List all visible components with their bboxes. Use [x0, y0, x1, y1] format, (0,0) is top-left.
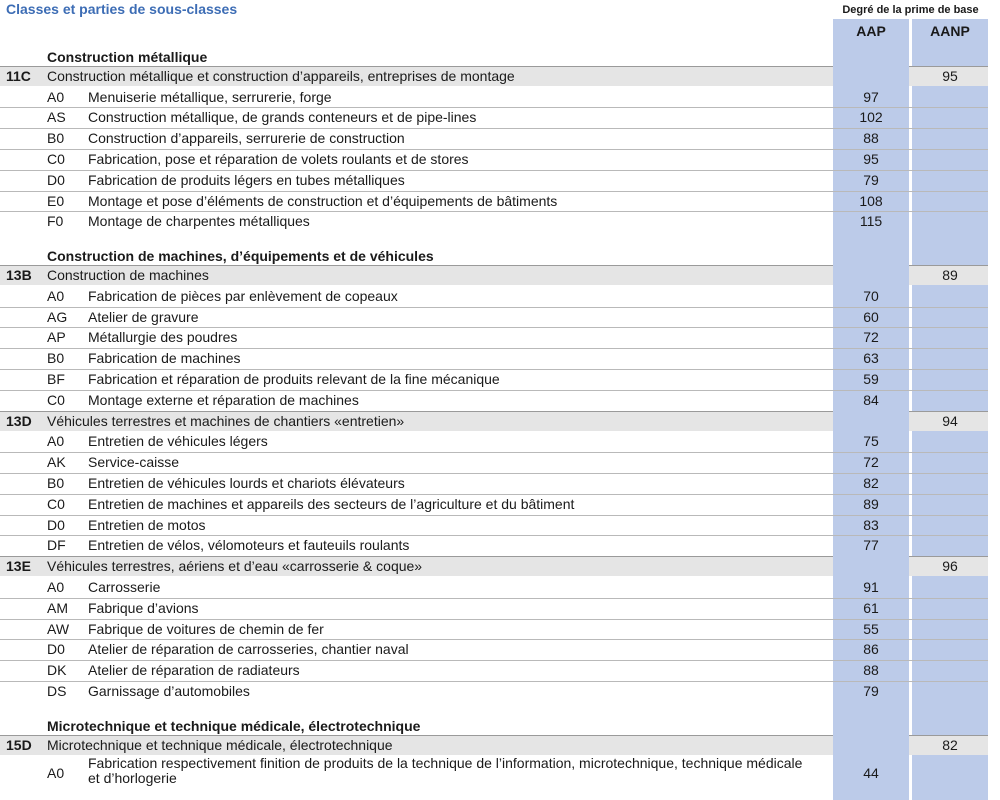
- subclass-code: E0: [47, 192, 65, 209]
- row-divider: [0, 327, 988, 328]
- subclass-code: F0: [47, 213, 64, 230]
- row-divider: [0, 619, 988, 620]
- class-aanp-value: 96: [942, 558, 958, 575]
- aap-value: 61: [863, 599, 879, 616]
- class-code: 15D: [6, 736, 32, 753]
- class-row: [0, 411, 1000, 432]
- class-label: Microtechnique et technique médicale, électrotechnique: [47, 736, 393, 753]
- section-heading: Construction de machines, d’équipements et de véhicules: [47, 248, 434, 265]
- class-code: 13D: [6, 412, 32, 429]
- subclass-code: C0: [47, 391, 65, 408]
- row-divider: [0, 681, 988, 682]
- aap-value: 89: [863, 495, 879, 512]
- row-divider: [0, 639, 988, 640]
- table-row: [0, 494, 1000, 515]
- class-row: [0, 66, 1000, 87]
- subclass-label: Construction d’appareils, serrurerie de construction: [88, 130, 405, 147]
- subclass-label: Atelier de réparation de radiateurs: [88, 662, 300, 679]
- row-divider: [0, 473, 988, 474]
- aap-column-header: AAP: [856, 23, 886, 39]
- subclass-code: D0: [47, 171, 65, 188]
- table-row: [0, 191, 1000, 212]
- table-row: [0, 681, 1000, 702]
- aanp-column-header: AANP: [930, 23, 970, 39]
- subclass-code: A0: [47, 765, 65, 782]
- subclass-code: C0: [47, 495, 65, 512]
- table-row: [0, 128, 1000, 149]
- row-divider: [0, 535, 988, 536]
- class-label: Véhicules terrestres, aériens et d’eau «carrosserie & coque»: [47, 558, 423, 575]
- class-aanp-value: 95: [942, 67, 958, 84]
- section-heading-row: [0, 244, 1000, 265]
- subclass-code: AK: [47, 454, 66, 471]
- class-code: 13B: [6, 266, 32, 283]
- table-row: [0, 755, 1000, 791]
- row-divider: [0, 452, 988, 453]
- aap-value: 72: [863, 454, 879, 471]
- subclass-label: Fabrique de voitures de chemin de fer: [88, 620, 324, 637]
- subclass-label: Entretien de machines et appareils des secteurs de l’agriculture et du bâtiment: [88, 495, 575, 512]
- section-heading-row: [0, 45, 1000, 66]
- subclass-label: Montage externe et réparation de machines: [88, 391, 359, 408]
- row-divider: [0, 107, 988, 108]
- section-spacer: [0, 702, 1000, 714]
- subclass-code: A0: [47, 287, 65, 304]
- table-header: [0, 0, 1000, 45]
- aap-value: 91: [863, 578, 879, 595]
- aap-value: 82: [863, 474, 879, 491]
- row-divider: [0, 494, 988, 495]
- subclass-code: B0: [47, 350, 65, 367]
- section-spacer: [0, 232, 1000, 244]
- table-row: [0, 535, 1000, 556]
- subclass-label: Garnissage d’automobiles: [88, 682, 250, 699]
- row-divider: [0, 307, 988, 308]
- table-row: [0, 639, 1000, 660]
- aap-value: 60: [863, 308, 879, 325]
- table-row: [0, 107, 1000, 128]
- row-divider: [0, 660, 988, 661]
- row-divider: [0, 170, 988, 171]
- subclass-code: AW: [47, 620, 70, 637]
- aap-value: 75: [863, 433, 879, 450]
- aap-value: 83: [863, 516, 879, 533]
- aap-value: 77: [863, 537, 879, 554]
- table-row: [0, 170, 1000, 191]
- subclass-label: Carrosserie: [88, 578, 161, 595]
- aap-value: 95: [863, 150, 879, 167]
- row-divider: [0, 515, 988, 516]
- class-label: Construction de machines: [47, 266, 209, 283]
- aap-value: 70: [863, 287, 879, 304]
- aap-value: 59: [863, 370, 879, 387]
- subclass-code: A0: [47, 578, 65, 595]
- row-divider: [0, 191, 988, 192]
- class-row: [0, 735, 1000, 756]
- aap-value: 44: [863, 765, 879, 782]
- table-row: [0, 369, 1000, 390]
- table-row: [0, 473, 1000, 494]
- subclass-label: Fabrication de machines: [88, 350, 241, 367]
- aap-value: 115: [859, 213, 883, 230]
- class-aanp-value: 89: [942, 266, 958, 283]
- subclass-label: Fabrication respectivement finition de produits de la technique de l’information, microtechnique, technique médicale et d’horlogerie: [88, 755, 803, 787]
- aap-value: 97: [863, 88, 879, 105]
- table-row: [0, 211, 1000, 232]
- row-divider: [0, 598, 988, 599]
- subclass-code: D0: [47, 641, 65, 658]
- page-title: Classes et parties de sous-classes: [6, 1, 238, 17]
- table-row: [0, 619, 1000, 640]
- subclass-label: Montage et pose d’éléments de construction et d’équipements de bâtiments: [88, 192, 558, 209]
- aap-value: 72: [863, 329, 879, 346]
- aap-value: 88: [863, 662, 879, 679]
- class-code: 13E: [6, 558, 31, 575]
- class-label: Véhicules terrestres et machines de chantiers «entretien»: [47, 412, 405, 429]
- subclass-label: Montage de charpentes métalliques: [88, 213, 310, 230]
- subclass-code: BF: [47, 370, 65, 387]
- subclass-code: AG: [47, 308, 68, 325]
- subclass-code: DS: [47, 682, 67, 699]
- subclass-label: Atelier de réparation de carrosseries, chantier naval: [88, 641, 409, 658]
- table-row: [0, 348, 1000, 369]
- subclass-label: Menuiserie métallique, serrurerie, forge: [88, 88, 332, 105]
- class-aanp-value: 82: [942, 736, 958, 753]
- table-row: [0, 327, 1000, 348]
- table-row: [0, 431, 1000, 452]
- subclass-code: AP: [47, 329, 66, 346]
- row-divider: [0, 149, 988, 150]
- table-row: [0, 598, 1000, 619]
- subclass-code: B0: [47, 474, 65, 491]
- subclass-label: Entretien de motos: [88, 516, 206, 533]
- row-divider: [0, 348, 988, 349]
- aap-value: 79: [863, 171, 879, 188]
- subclass-code: DK: [47, 662, 67, 679]
- aap-value: 55: [863, 620, 879, 637]
- subclass-code: AS: [47, 109, 66, 126]
- subclass-code: B0: [47, 130, 65, 147]
- aap-value: 88: [863, 130, 879, 147]
- degre-prime-heading: Degré de la prime de base: [842, 4, 979, 16]
- aap-value: 63: [863, 350, 879, 367]
- subclass-label: Fabrique d’avions: [88, 599, 199, 616]
- table-row: [0, 660, 1000, 681]
- subclass-label: Métallurgie des poudres: [88, 329, 238, 346]
- classes-table: [0, 45, 1000, 791]
- subclass-label: Atelier de gravure: [88, 308, 199, 325]
- subclass-code: C0: [47, 150, 65, 167]
- aap-value: 86: [863, 641, 879, 658]
- subclass-label: Construction métallique, de grands conteneurs et de pipe-lines: [88, 109, 477, 126]
- table-row: [0, 390, 1000, 411]
- subclass-code: AM: [47, 599, 68, 616]
- row-divider: [0, 390, 988, 391]
- section-heading-row: [0, 714, 1000, 735]
- subclass-label: Fabrication de pièces par enlèvement de copeaux: [88, 287, 398, 304]
- table-row: [0, 149, 1000, 170]
- section-heading: Construction métallique: [47, 49, 208, 65]
- subclass-label: Fabrication de produits légers en tubes métalliques: [88, 171, 405, 188]
- class-row: [0, 265, 1000, 286]
- table-row: [0, 87, 1000, 108]
- aap-value: 108: [859, 192, 883, 209]
- subclass-code: DF: [47, 537, 66, 554]
- section-heading: Microtechnique et technique médicale, électrotechnique: [47, 717, 421, 734]
- table-row: [0, 515, 1000, 536]
- subclass-label: Fabrication et réparation de produits relevant de la fine mécanique: [88, 370, 500, 387]
- aap-value: 102: [859, 109, 883, 126]
- row-divider: [0, 211, 988, 212]
- aap-value: 84: [863, 391, 879, 408]
- table-row: [0, 286, 1000, 307]
- subclass-code: D0: [47, 516, 65, 533]
- class-row: [0, 556, 1000, 577]
- subclass-code: A0: [47, 433, 65, 450]
- table-row: [0, 307, 1000, 328]
- subclass-label: Entretien de vélos, vélomoteurs et fauteuils roulants: [88, 537, 410, 554]
- class-aanp-value: 94: [942, 412, 958, 429]
- subclass-label: Service-caisse: [88, 454, 180, 471]
- class-label: Construction métallique et construction d’appareils, entreprises de montage: [47, 67, 515, 84]
- row-divider: [0, 128, 988, 129]
- class-code: 11C: [6, 67, 31, 84]
- table-row: [0, 577, 1000, 598]
- subclass-code: A0: [47, 88, 65, 105]
- table-row: [0, 452, 1000, 473]
- aap-value: 79: [863, 682, 879, 699]
- row-divider: [0, 369, 988, 370]
- subclass-label: Entretien de véhicules lourds et chariots élévateurs: [88, 474, 405, 491]
- subclass-label: Entretien de véhicules légers: [88, 433, 268, 450]
- subclass-label: Fabrication, pose et réparation de volets roulants et de stores: [88, 150, 469, 167]
